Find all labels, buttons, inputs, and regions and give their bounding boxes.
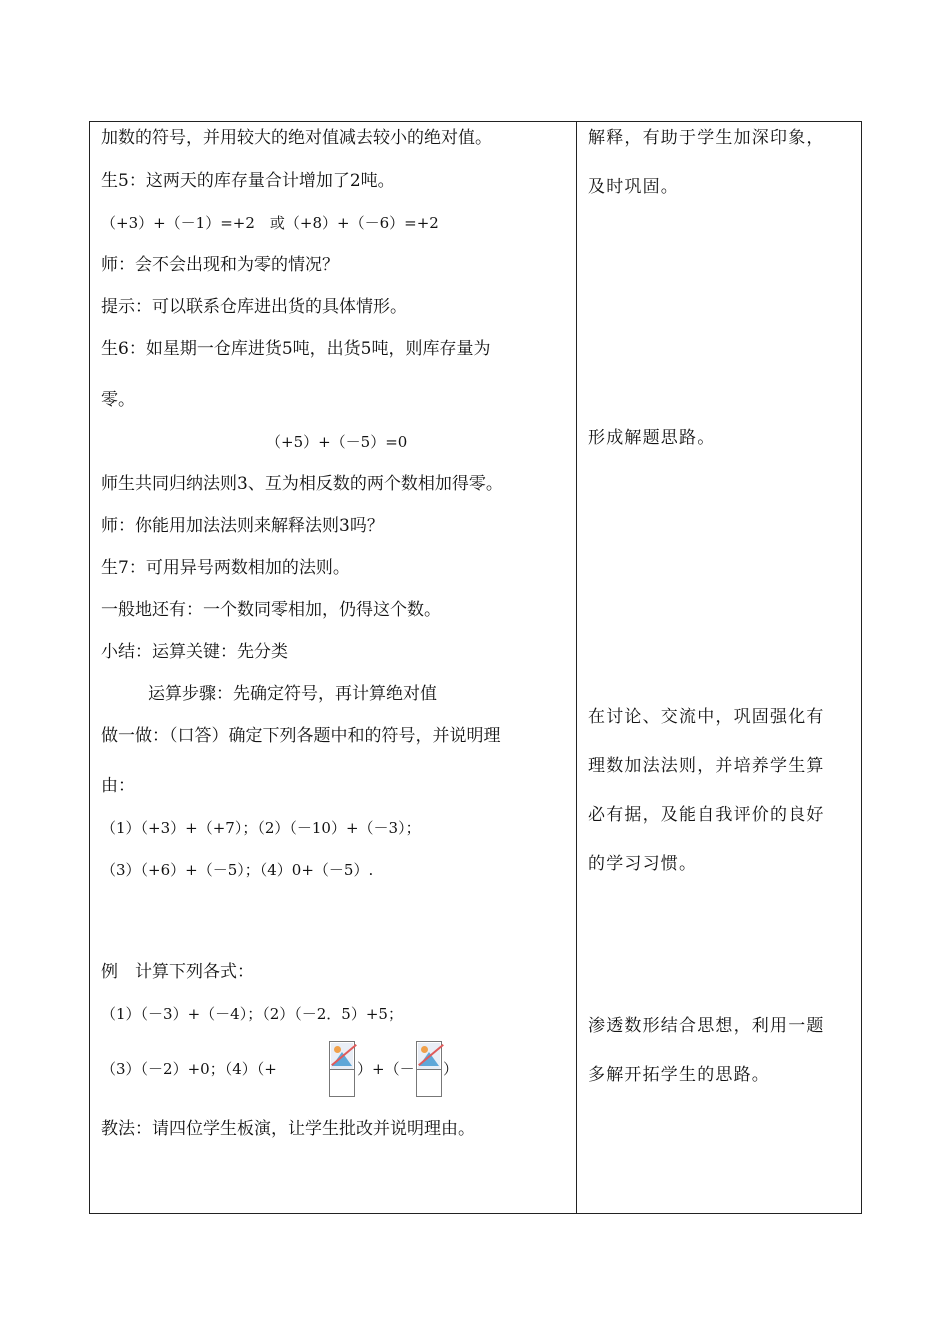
left-line: 由：	[101, 776, 135, 796]
example-heading: 例 计算下列各式：	[101, 962, 254, 982]
left-line: 生7：可用异号两数相加的法则。	[101, 558, 350, 578]
left-line: 生5：这两天的库存量合计增加了2吨。	[101, 171, 395, 191]
right-note: 必有据，及能自我评价的良好	[588, 805, 825, 825]
image-placeholder-icon	[329, 1041, 355, 1097]
left-line: 提示：可以联系仓库进出货的具体情形。	[101, 297, 407, 317]
right-note: 解释，有助于学生加深印象，	[588, 128, 825, 148]
left-line: 师生共同归纳法则3、互为相反数的两个数相加得零。	[101, 474, 503, 494]
left-line: 一般地还有：一个数同零相加，仍得这个数。	[101, 600, 441, 620]
example-items: ）+（－	[357, 1060, 415, 1078]
left-line: 师：会不会出现和为零的情况？	[101, 255, 339, 275]
exercise-items: （1）（+3）+（+7）；（2）（－10）+（－3）；	[101, 819, 421, 837]
example-items: （1）（－3）+（－4）；（2）（－2．5）+5；	[101, 1005, 403, 1023]
example-items: （3）（－2）+0；（4）（+	[101, 1060, 277, 1078]
exercise-items: （3）（+6）+（－5）；（4）0+（－5）.	[101, 861, 374, 879]
left-line: （+3）+（－1）=+2 或（+8）+（－6）=+2	[101, 214, 439, 232]
right-note: 及时巩固。	[588, 177, 679, 197]
right-note: 的学习习惯。	[588, 854, 698, 874]
lesson-table	[89, 121, 862, 1214]
image-placeholder-icon	[416, 1041, 442, 1097]
left-line: 生6：如星期一仓库进货5吨，出货5吨，则库存量为	[101, 339, 491, 359]
summary-steps-line: 运算步骤：先确定符号，再计算绝对值	[148, 684, 437, 704]
right-note: 形成解题思路。	[588, 428, 716, 448]
right-note: 渗透数形结合思想，利用一题	[588, 1016, 825, 1036]
summary-line: 小结：运算关键：先分类	[101, 642, 288, 662]
teaching-method-line: 教法：请四位学生板演，让学生批改并说明理由。	[101, 1119, 475, 1139]
exercise-prompt: 做一做：（口答）确定下列各题中和的符号，并说明理	[101, 726, 501, 746]
right-note: 理数加法法则，并培养学生算	[588, 756, 825, 776]
equation-line: （+5）+（－5）=0	[266, 433, 408, 451]
example-items: ）	[443, 1060, 459, 1078]
left-line: 师：你能用加法法则来解释法则3吗？	[101, 516, 384, 536]
column-divider	[576, 121, 577, 1214]
left-line: 零。	[101, 390, 135, 410]
left-line: 加数的符号，并用较大的绝对值减去较小的绝对值。	[101, 128, 492, 148]
right-note: 在讨论、交流中，巩固强化有	[588, 707, 825, 727]
right-note: 多解开拓学生的思路。	[588, 1065, 770, 1085]
